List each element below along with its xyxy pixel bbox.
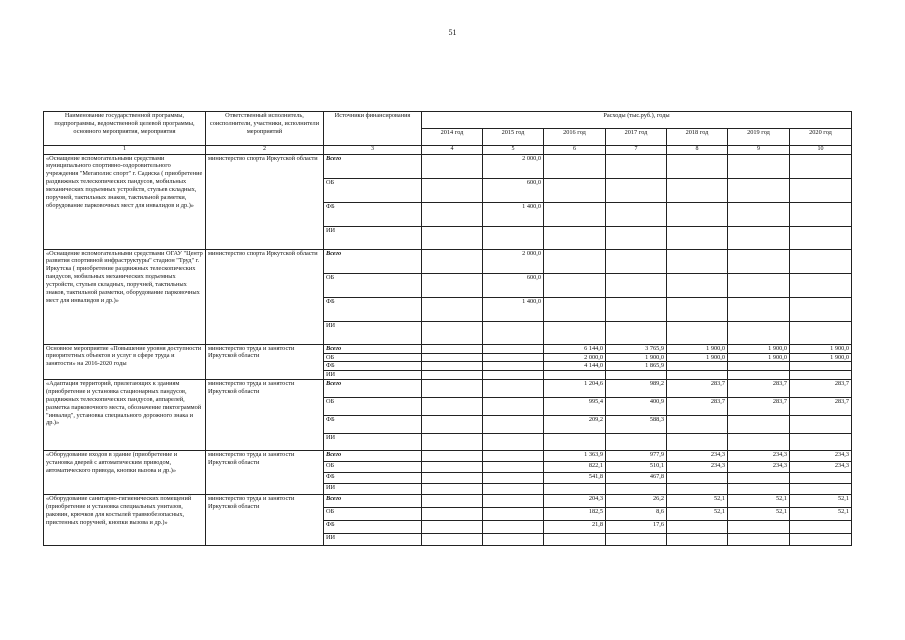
expense-value xyxy=(483,508,544,521)
expense-value xyxy=(728,362,790,371)
program-name: «Оборудование санитарно-гигиенических помещений (приобретение и установка специальных унитазов, раковин, крючков для костылей травмобезопасных, пристенных поручней, кнопки вызова и др.)» xyxy=(44,495,206,546)
funding-source: ОБ xyxy=(324,398,422,416)
column-number: 4 xyxy=(422,146,483,155)
expense-value xyxy=(422,344,483,353)
expense-value xyxy=(483,353,544,362)
expense-value xyxy=(422,202,483,226)
column-number: 6 xyxy=(544,146,606,155)
expense-value xyxy=(790,434,852,451)
expense-value xyxy=(483,484,544,495)
expense-value xyxy=(667,178,728,202)
expense-value xyxy=(667,226,728,249)
expense-value xyxy=(728,297,790,321)
expense-value xyxy=(422,451,483,462)
expense-value xyxy=(483,473,544,484)
funding-source: Всего xyxy=(324,451,422,462)
expense-value: 234,3 xyxy=(667,462,728,473)
expense-value: 6 144,0 xyxy=(544,344,606,353)
expense-value: 52,1 xyxy=(728,495,790,508)
expense-value xyxy=(483,495,544,508)
expense-value xyxy=(483,434,544,451)
table-row xyxy=(44,451,852,462)
expense-value xyxy=(483,398,544,416)
expense-value xyxy=(606,371,667,380)
expense-value xyxy=(728,249,790,273)
expense-value: 1 900,0 xyxy=(790,353,852,362)
expense-value xyxy=(728,473,790,484)
header-year: 2015 год xyxy=(483,129,544,146)
header-source: Источники финансирования xyxy=(324,112,422,146)
expense-value xyxy=(790,249,852,273)
header-expenses: Расходы (тыс.руб.), годы xyxy=(422,112,852,129)
expense-value xyxy=(483,321,544,344)
table-row xyxy=(44,154,852,178)
expense-value xyxy=(422,534,483,546)
expense-value: 600,0 xyxy=(483,273,544,297)
expense-value xyxy=(422,462,483,473)
funding-source: ОБ xyxy=(324,462,422,473)
expense-value: 283,7 xyxy=(667,380,728,398)
funding-source: ФБ xyxy=(324,521,422,534)
expense-value xyxy=(790,273,852,297)
expense-value xyxy=(667,321,728,344)
funding-source: ОБ xyxy=(324,508,422,521)
expense-value xyxy=(483,362,544,371)
column-number-row xyxy=(44,146,852,155)
expense-value xyxy=(667,202,728,226)
column-number: 3 xyxy=(324,146,422,155)
expense-value: 283,7 xyxy=(728,398,790,416)
expense-value xyxy=(483,416,544,434)
expense-value xyxy=(483,226,544,249)
expense-value xyxy=(544,249,606,273)
executor: министерство труда и занятости Иркутской области xyxy=(206,380,324,451)
funding-source: ФБ xyxy=(324,416,422,434)
expense-value xyxy=(606,297,667,321)
header-year: 2018 год xyxy=(667,129,728,146)
funding-source: ФБ xyxy=(324,297,422,321)
header-row-top xyxy=(44,112,852,129)
header-year: 2016 год xyxy=(544,129,606,146)
expense-value xyxy=(790,154,852,178)
funding-source: ОБ xyxy=(324,273,422,297)
funding-source: Всего xyxy=(324,380,422,398)
expense-value: 1 363,9 xyxy=(544,451,606,462)
expense-value xyxy=(728,416,790,434)
expense-value xyxy=(422,178,483,202)
expense-value xyxy=(728,154,790,178)
expense-value: 3 765,9 xyxy=(606,344,667,353)
column-number: 2 xyxy=(206,146,324,155)
expense-value xyxy=(422,226,483,249)
expense-value xyxy=(790,297,852,321)
expense-value xyxy=(422,362,483,371)
expense-value: 283,7 xyxy=(667,398,728,416)
expense-value xyxy=(790,226,852,249)
executor: министерство труда и занятости Иркутской области xyxy=(206,451,324,495)
expense-value: 541,8 xyxy=(544,473,606,484)
expense-value xyxy=(667,249,728,273)
expense-value xyxy=(544,371,606,380)
expense-value xyxy=(606,321,667,344)
expense-value: 2 000,0 xyxy=(544,353,606,362)
program-name: «Оборудование входов в здание (приобретение и установка дверей с автоматическим приводом, автоматического привода, кнопки вызова и др.)» xyxy=(44,451,206,495)
funding-source: ФБ xyxy=(324,362,422,371)
expense-value xyxy=(790,416,852,434)
expense-value: 600,0 xyxy=(483,178,544,202)
expense-value: 1 900,0 xyxy=(728,353,790,362)
expense-value: 1 900,0 xyxy=(728,344,790,353)
expense-value xyxy=(667,434,728,451)
header-name: Наименование государственной программы, подпрограммы, ведомственной целевой программы, основного мероприятия, мероприятия xyxy=(44,112,206,146)
expense-value xyxy=(422,495,483,508)
expense-value: 1 865,9 xyxy=(606,362,667,371)
expense-value xyxy=(790,534,852,546)
expense-value xyxy=(728,273,790,297)
expense-value: 52,1 xyxy=(728,508,790,521)
expense-value xyxy=(606,434,667,451)
expense-value: 283,7 xyxy=(790,398,852,416)
funding-source: ИИ xyxy=(324,226,422,249)
budget-table xyxy=(43,111,852,546)
expense-value xyxy=(422,154,483,178)
expense-value xyxy=(544,154,606,178)
table-row xyxy=(44,380,852,398)
expense-value: 467,8 xyxy=(606,473,667,484)
expense-value xyxy=(544,273,606,297)
executor: министерство спорта Иркутской области xyxy=(206,154,324,249)
executor: министерство труда и занятости Иркутской области xyxy=(206,495,324,546)
expense-value: 400,9 xyxy=(606,398,667,416)
expense-value xyxy=(422,249,483,273)
expense-value xyxy=(483,521,544,534)
expense-value: 283,7 xyxy=(790,380,852,398)
expense-value xyxy=(728,484,790,495)
expense-value xyxy=(422,353,483,362)
expense-value xyxy=(667,484,728,495)
funding-source: ИИ xyxy=(324,484,422,495)
expense-value xyxy=(422,371,483,380)
funding-source: Всего xyxy=(324,495,422,508)
header-year: 2014 год xyxy=(422,129,483,146)
expense-value xyxy=(667,154,728,178)
program-name: «Оснащение вспомогательными средствами ОГАУ "Центр развития спортивной инфраструктуры" стадион "Труд" г. Иркутска ( приобретение раздвижных телескопических пандусов, мобильных механических подъемных устройств, стульев складных, поручней, тактильных знаков, тактильной разметки, оборудование парковочных мест для инвалидов и др.)» xyxy=(44,249,206,344)
expense-value xyxy=(790,202,852,226)
expense-value xyxy=(728,521,790,534)
expense-value: 204,3 xyxy=(544,495,606,508)
expense-value xyxy=(483,462,544,473)
expense-value: 52,1 xyxy=(790,495,852,508)
expense-value xyxy=(422,398,483,416)
program-name: «Адаптация территорий, прилегающих к зданиям (приобретение и установка стационарных пандусов, раздвижных телескопических пандусов, аппарелей, разметка парковочного места, обозначение пиктограммой "инвалид", установка специального дорожного знака и др.)» xyxy=(44,380,206,451)
expense-value: 1 900,0 xyxy=(667,344,728,353)
expense-value xyxy=(606,534,667,546)
table-row xyxy=(44,495,852,508)
expense-value: 1 900,0 xyxy=(667,353,728,362)
expense-value xyxy=(483,380,544,398)
executor: министерство труда и занятости Иркутской области xyxy=(206,344,324,380)
expense-value xyxy=(422,508,483,521)
expense-value xyxy=(606,178,667,202)
expense-value xyxy=(667,362,728,371)
expense-value xyxy=(483,344,544,353)
expense-value xyxy=(544,297,606,321)
funding-source: ИИ xyxy=(324,371,422,380)
expense-value xyxy=(728,178,790,202)
expense-value xyxy=(422,473,483,484)
expense-value: 234,3 xyxy=(728,462,790,473)
expense-value xyxy=(422,380,483,398)
expense-value: 822,1 xyxy=(544,462,606,473)
expense-value xyxy=(728,226,790,249)
expense-value xyxy=(667,371,728,380)
header-executor: Ответственный исполнитель, соисполнители, участники, исполнители мероприятий xyxy=(206,112,324,146)
funding-source: ФБ xyxy=(324,202,422,226)
expense-value xyxy=(544,534,606,546)
executor: министерство спорта Иркутской области xyxy=(206,249,324,344)
expense-value xyxy=(422,297,483,321)
expense-value xyxy=(606,484,667,495)
expense-value xyxy=(422,521,483,534)
expense-value: 209,2 xyxy=(544,416,606,434)
expense-value: 21,8 xyxy=(544,521,606,534)
expense-value: 588,3 xyxy=(606,416,667,434)
expense-value: 234,3 xyxy=(667,451,728,462)
program-name: «Оснащение вспомогательными средствами муниципального спортивно-оздоровительного учреждения "Мегаполис спорт" г. Садиска ( приобретение раздвижных телескопических пандусов, мобильных механических подъемных устройств, стульев складных, поручней, тактильных знаков, тактильной разметки, оборудование парковочных мест для инвалидов и др.)» xyxy=(44,154,206,249)
expense-value: 1 900,0 xyxy=(790,344,852,353)
expense-value xyxy=(790,371,852,380)
expense-value xyxy=(606,249,667,273)
expense-value: 234,3 xyxy=(728,451,790,462)
expense-value xyxy=(483,534,544,546)
expense-value xyxy=(790,484,852,495)
expense-value: 52,1 xyxy=(790,508,852,521)
expense-value xyxy=(667,273,728,297)
expense-value xyxy=(544,202,606,226)
funding-source: ОБ xyxy=(324,178,422,202)
header-year: 2019 год xyxy=(728,129,790,146)
expense-value: 977,9 xyxy=(606,451,667,462)
expense-value xyxy=(728,202,790,226)
expense-value: 8,6 xyxy=(606,508,667,521)
column-number: 9 xyxy=(728,146,790,155)
funding-source: ФБ xyxy=(324,473,422,484)
expense-value: 234,3 xyxy=(790,451,852,462)
expense-value: 4 144,0 xyxy=(544,362,606,371)
funding-source: Всего xyxy=(324,344,422,353)
funding-source: ИИ xyxy=(324,321,422,344)
expense-value xyxy=(544,484,606,495)
funding-source: ИИ xyxy=(324,434,422,451)
column-number: 8 xyxy=(667,146,728,155)
expense-value: 1 900,0 xyxy=(606,353,667,362)
expense-value xyxy=(728,534,790,546)
expense-value: 182,5 xyxy=(544,508,606,521)
expense-value xyxy=(606,202,667,226)
expense-value xyxy=(606,154,667,178)
expense-value xyxy=(483,371,544,380)
expense-value xyxy=(544,321,606,344)
table-row xyxy=(44,249,852,273)
expense-value: 17,6 xyxy=(606,521,667,534)
expense-value xyxy=(422,273,483,297)
program-name: Основное мероприятие «Повышение уровня доступности приоритетных объектов и услуг в сфере труда и занятости» на 2016-2020 годы xyxy=(44,344,206,380)
expense-value: 1 400,0 xyxy=(483,297,544,321)
column-number: 7 xyxy=(606,146,667,155)
expense-value xyxy=(667,521,728,534)
expense-value xyxy=(667,534,728,546)
expense-value xyxy=(422,416,483,434)
expense-value xyxy=(544,178,606,202)
expense-value xyxy=(544,226,606,249)
header-year: 2020 год xyxy=(790,129,852,146)
expense-value xyxy=(728,434,790,451)
expense-value: 52,1 xyxy=(667,508,728,521)
expense-value xyxy=(544,434,606,451)
expense-value xyxy=(790,362,852,371)
expense-value: 234,3 xyxy=(790,462,852,473)
expense-value: 995,4 xyxy=(544,398,606,416)
table-body xyxy=(44,154,852,546)
expense-value xyxy=(606,273,667,297)
expense-value xyxy=(483,451,544,462)
funding-source: Всего xyxy=(324,249,422,273)
expense-value xyxy=(422,434,483,451)
expense-value xyxy=(728,321,790,344)
expense-value xyxy=(790,521,852,534)
funding-source: ОБ xyxy=(324,353,422,362)
expense-value: 26,2 xyxy=(606,495,667,508)
expense-value xyxy=(667,297,728,321)
page-number: 51 xyxy=(448,28,457,37)
expense-value: 283,7 xyxy=(728,380,790,398)
column-number: 5 xyxy=(483,146,544,155)
expense-value xyxy=(790,473,852,484)
column-number: 10 xyxy=(790,146,852,155)
expense-value xyxy=(606,226,667,249)
expense-value: 510,1 xyxy=(606,462,667,473)
funding-source: Всего xyxy=(324,154,422,178)
header-year: 2017 год xyxy=(606,129,667,146)
expense-value: 2 000,0 xyxy=(483,154,544,178)
expense-value xyxy=(790,321,852,344)
table-row xyxy=(44,344,852,353)
expense-value xyxy=(422,321,483,344)
expense-value xyxy=(790,178,852,202)
column-number: 1 xyxy=(44,146,206,155)
expense-value: 52,1 xyxy=(667,495,728,508)
expense-value xyxy=(667,416,728,434)
expense-value xyxy=(422,484,483,495)
expense-value xyxy=(728,371,790,380)
expense-value: 1 204,6 xyxy=(544,380,606,398)
funding-source: ИИ xyxy=(324,534,422,546)
expense-value xyxy=(667,473,728,484)
expense-value: 989,2 xyxy=(606,380,667,398)
expense-value: 2 000,0 xyxy=(483,249,544,273)
expense-value: 1 400,0 xyxy=(483,202,544,226)
